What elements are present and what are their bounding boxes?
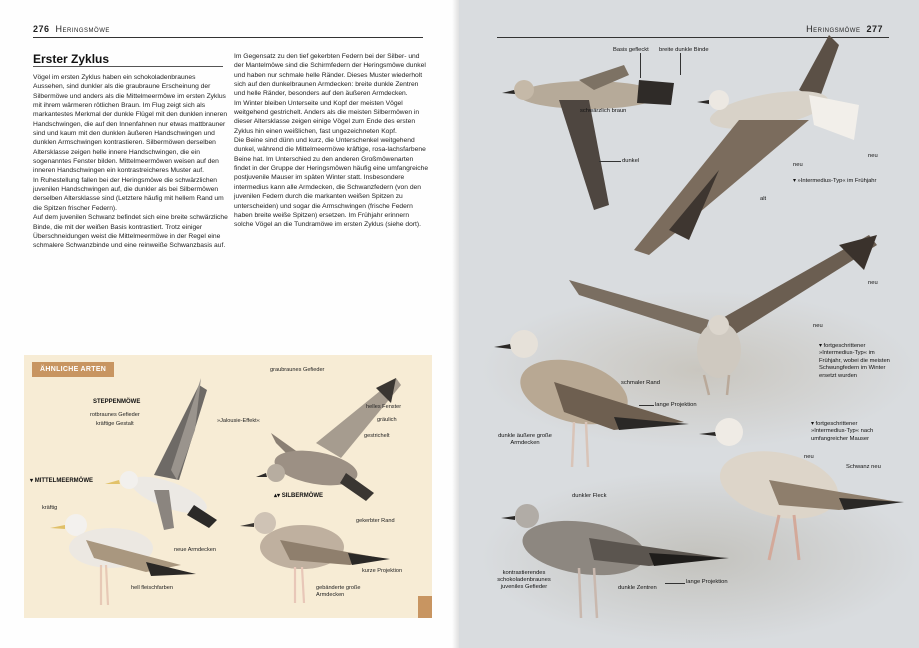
right-running-head-title: Heringsmöwe — [806, 24, 861, 34]
label-neu-2: neu — [868, 153, 878, 159]
label-kontrastierendes: kontrastierendes schokoladenbraunes juveniles Gefieder — [497, 570, 551, 591]
label-breite-binde: breite dunkle Binde — [659, 47, 709, 53]
species-label-steppe: STEPPENMÖWE — [93, 399, 141, 405]
label-neue-armdecken: neue Armdecken — [174, 547, 216, 553]
label-schmaler-rand: schmaler Rand — [621, 380, 660, 386]
species-label-silber: ▴▾ SILBERMÖWE — [274, 493, 324, 499]
label-rotbraunes: rotbraunes Gefieder — [90, 412, 140, 418]
label-kurze-projektion: kurze Projektion — [362, 568, 403, 574]
label-fortgeschritten-2: ▾ fortgeschrittener »Intermedius-Typ« nach umfangreicher Mauser — [811, 421, 874, 442]
label-fortgeschritten-2-text: fortgeschrittener »Intermedius-Typ« nach umfangreicher Mauser — [811, 421, 874, 442]
leader-line — [665, 583, 685, 584]
paragraph: Im Gegensatz zu den tief gekerbten Federn bei der Silber- und der Mantelmöwe sind die Schirmfedern der Heringsmöwe dunkel und haben nur schmale helle Ränder. Dieses Muster wiederholt sich auf den dunkelbraunen Armdecken: breite dunkle Zentren und helle Ränder, besonders auf den äußeren Armdecken. — [234, 53, 426, 98]
label-lange-projektion-2: lange Projektion — [686, 579, 728, 585]
label-fortgeschritten-1: ▾ fortgeschrittener »Intermedius-Typ« im Frühjahr, wobei die meisten Schwungfedern im Winter ersetzt wurden — [819, 343, 890, 379]
label-gekerbter-rand: gekerbter Rand — [356, 518, 395, 524]
leader-line — [680, 53, 681, 75]
lesser-black-backed-gull-standing-photo-3 — [499, 498, 729, 628]
label-hell-fleischfarben: hell fleischfarben — [131, 585, 173, 591]
label-dunkle-zentren: dunkle Zentren — [618, 585, 657, 591]
label-lange-projektion-1: lange Projektion — [655, 402, 697, 408]
label-schwaerzlich-braun: schwärzlich braun — [580, 108, 627, 114]
label-dunkel: dunkel — [622, 158, 640, 164]
label-basis-gefleckt: Basis gefleckt — [613, 47, 649, 53]
label-fortgeschritten-1-text: fortgeschrittener »Intermedius-Typ« im Frühjahr, wobei die meisten Schwungfedern im Winter ersetzt wurden — [819, 343, 890, 379]
right-page-number: 277 — [866, 24, 883, 34]
label-helles-fenster: helles Fenster — [366, 404, 402, 410]
label-gestrichelt: gestrichelt — [364, 433, 390, 439]
text-column-1 — [33, 73, 228, 251]
left-page — [0, 0, 459, 648]
label-graubraunes: graubraunes Gefieder — [270, 367, 325, 373]
leader-line — [599, 161, 621, 162]
label-gebaenderte: gebänderte große Armdecken — [316, 585, 361, 598]
label-dunkle-armdecken: dunkle äußere große Armdecken — [498, 433, 552, 447]
label-neu-1: neu — [793, 162, 803, 168]
left-header-rule — [33, 37, 423, 38]
paragraph: Auf dem juvenilen Schwanz befindet sich eine breite schwärzliche Binde, die mit der weißen Basis kontrastiert. Trotz einiger Überschneidungen weist die Mittelmeermöwe in der Regel eine schmalere Schwanzbinde und eine reinweiße Schwanzbasis auf. — [33, 214, 228, 250]
label-alt: alt — [760, 196, 767, 202]
text-column-2 — [234, 52, 429, 230]
label-neu-3: neu — [868, 280, 878, 286]
paragraph: In Ruhestellung fallen bei der Heringsmöwe die schwärzlichen juvenilen Handschwingen auf, die dunkler als bei Silbermöwen derselben Altersklasse sind (Letztere häufig mit hellem Rand um die Spitzen frischer Federn). — [33, 176, 224, 212]
label-jalousie: »Jalousie-Effekt« — [217, 418, 260, 424]
species-label-mittelmeer-text: MITTELMEERMÖWE — [34, 478, 94, 484]
label-intermedius-fruehjahr-text: »Intermedius-Typ« im Frühjahr — [797, 178, 877, 184]
left-page-number: 276 — [33, 24, 50, 34]
leader-line — [639, 405, 654, 406]
label-schwanz-neu: Schwanz neu — [846, 464, 881, 470]
section-title: Erster Zyklus — [33, 52, 110, 66]
paragraph: Die Beine sind dünn und kurz, die Unterschenkel weitgehend dunkel, während die Mittelmeermöwe kräftige, rosa-lachsfarbene Beine hat. Im Unterschied zu den anderen Großmöwenarten findet in der Gruppe der Heringsmöwen häufig eine umfangreiche postjuvenile Mauser im späten Winter statt. Insbesondere intermedius kann alle Armdecken, die Schwanzfedern (von den juvenilen Federn durch die markanten weißen Spitzen zu unterscheiden) und sogar die Armschwingen (frische Federn haben breite weiße Spitzen) ersetzen. Im Frühjahr erinnern solche Vögel an die Tundramöwe im ersten Zyklus (siehe dort). — [234, 137, 429, 229]
label-intermedius-fruehjahr: ▾ »Intermedius-Typ« im Frühjahr — [793, 178, 877, 184]
similar-species-box — [24, 355, 432, 618]
section-title-rule — [33, 66, 223, 67]
species-label-mittelmeer: ▾ MITTELMEERMÖWE — [30, 478, 94, 484]
paragraph: Im Winter bleiben Unterseite und Kopf der meisten Vögel weitgehend gestrichelt. Anders als die meisten Silbermöwen in dieser Altersklasse zeigen einige Vögel zum Ende des ersten Zyklus hin einen weißlichen, fast ungezeichneten Kopf. — [234, 99, 420, 135]
label-dunkler-fleck: dunkler Fleck — [572, 493, 607, 499]
right-page — [459, 0, 919, 648]
label-neu-5: neu — [804, 454, 814, 460]
left-running-head-title: Heringsmöwe — [55, 24, 110, 34]
left-running-head — [33, 24, 110, 34]
species-label-silber-text: SILBERMÖWE — [281, 493, 324, 499]
leader-line — [640, 53, 641, 78]
label-neu-4: neu — [813, 323, 823, 329]
box-corner-tab — [418, 596, 432, 618]
label-kraeftig: kräftig — [42, 505, 58, 511]
similar-species-header: ÄHNLICHE ARTEN — [32, 362, 114, 377]
mediterranean-gull-perched-illustration — [46, 510, 206, 610]
lesser-black-backed-gull-standing-photo-1 — [494, 322, 694, 472]
label-graeulich: gräulich — [377, 417, 397, 423]
paragraph: Vögel im ersten Zyklus haben ein schokoladenbraunes Aussehen, sind dunkler als die graubraune Erscheinung der Silbermöwe und anders als die Mittelmeermöwe im ersten Zyklus mit ihrem wärmeren rötlichen Braun. Im Flug zeigt sich als markantestes Merkmal der dunkle Flügel mit den dunklen inneren Handschwingen, die auf den Innenfahnen nur etwas mattbrauner sind und kaum mit den dunklen äußeren Handschwingen und dunklen Armschwingen kontrastieren. Silbermöwen derselben Altersklasse zeigen helle innere Handschwingen, die ein sogenanntes Fenster bilden. Mittelmeermöwen weisen auf den inneren Handschwingen ein kontrastreicheres Muster auf. — [33, 74, 228, 175]
label-kraeftige-gestalt: kräftige Gestalt — [96, 421, 134, 427]
